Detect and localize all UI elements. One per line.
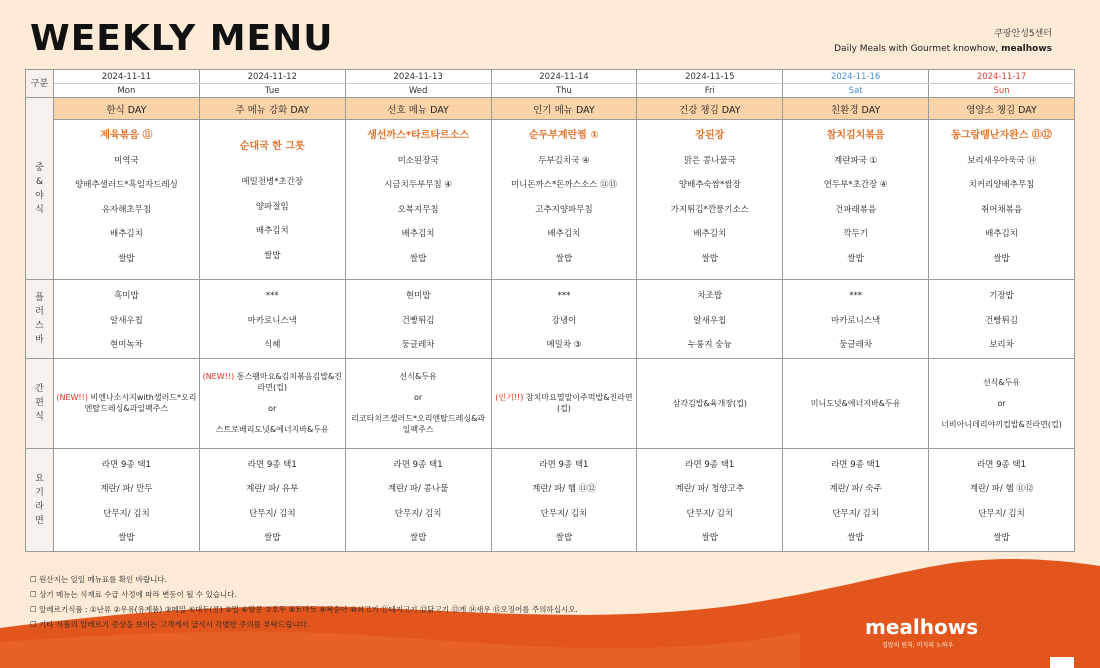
menu-item: 메밀전병*초간장 (241, 177, 304, 187)
snack-item (929, 377, 1074, 388)
theme-cell: 한식 DAY (54, 98, 200, 120)
day-cell: Thu (491, 84, 637, 98)
noodle-cell (491, 448, 637, 551)
menu-item: 마카로니스낵 (831, 315, 881, 326)
note-line: ☐ 원산지는 일일 메뉴표를 확인 바랍니다. (30, 575, 167, 584)
menu-item: 단무지/ 김치 (394, 508, 442, 519)
date-cell: 2024-11-16 (783, 70, 929, 84)
menu-item: 차조밥 (697, 291, 723, 301)
menu-item: 배추김치 (693, 229, 727, 239)
salad-cell (637, 280, 783, 359)
main-dish: 순두부계란찜 ① (528, 130, 599, 141)
menu-item: 라면 9종 택1 (539, 459, 589, 470)
menu-item: 미역국 (114, 155, 139, 166)
menu-item: 미소된장국 (397, 155, 439, 166)
menu-item: 유자해초무침 (101, 204, 152, 215)
snack-cell (199, 358, 345, 448)
snack-text: 삼각김밥&육개장(컵) (672, 398, 747, 408)
menu-item: 쌀밥 (847, 253, 864, 264)
menu-item: 계란/ 파/ 숙주 (829, 484, 882, 494)
snack-item (200, 371, 345, 393)
salad-cell (54, 280, 200, 359)
snack-or: or (268, 404, 277, 413)
menu-item: 현미밥 (405, 291, 431, 301)
lunch-cell (783, 120, 929, 280)
snack-alt: 리코타치즈샐러드*오리엔탈드레싱&과일팩주스 (351, 414, 486, 434)
date-cell: 2024-11-13 (345, 70, 491, 84)
mealhows-logo: mealhows (865, 615, 979, 639)
menu-item: 라면 9종 택1 (247, 459, 297, 470)
menu-item: 배추김치 (109, 229, 143, 239)
theme-cell: 친환경 DAY (783, 98, 929, 120)
menu-item: 둥글레차 (839, 340, 873, 350)
menu-item: 쌀밥 (847, 533, 864, 543)
date-cell: 2024-11-15 (637, 70, 783, 84)
menu-item: 배추김치 (401, 229, 435, 239)
menu-item: 쌀밥 (409, 253, 427, 264)
menu-item: 계란/ 파/ 유부 (246, 484, 299, 494)
menu-item: 쌀밥 (993, 533, 1010, 543)
menu-item: 메밀차 ③ (546, 340, 582, 350)
menu-item: 쌀밥 (993, 253, 1010, 264)
menu-item: 가지튀김*깐풍기소스 (670, 204, 749, 215)
menu-item: 계란/ 파/ 청양고추 (675, 484, 745, 494)
lunch-cell (637, 120, 783, 280)
theme-cell: 주 메뉴 강화 DAY (199, 98, 345, 120)
logo-tagline: 집밥의 원칙, 미식의 노하우 (882, 642, 954, 649)
date-cell: 2024-11-17 (929, 70, 1075, 84)
theme-cell: 건강 챙김 DAY (637, 98, 783, 120)
menu-item: 쌀밥 (118, 533, 135, 543)
subtitle: Daily Meals with Gourmet knowhow, mealhows (834, 44, 1052, 54)
lunch-cell (929, 120, 1075, 280)
page-title: WEEKLY MENU (30, 18, 334, 59)
menu-item: 단무지/ 김치 (832, 508, 879, 519)
menu-item: 라면 9종 택1 (976, 459, 1027, 470)
main-dish: 참치김치볶음 (826, 130, 885, 141)
snack-tag: (NEW!!) (202, 372, 235, 381)
lunch-cell (199, 120, 345, 280)
snack-or: or (414, 393, 423, 402)
menu-item: *** (265, 291, 279, 301)
menu-item: 라면 9종 택1 (393, 459, 443, 470)
gubun-label: 구분 (26, 70, 54, 98)
snack-text: 미니도넛&에너지바&두유 (810, 398, 901, 408)
snack-or: or (997, 398, 1006, 408)
menu-item: 단무지/ 김치 (540, 508, 588, 519)
corner-box (1050, 657, 1074, 668)
menu-item: 양배추숙쌈*쌈장 (678, 180, 741, 190)
snack-item (637, 398, 782, 409)
menu-item: 치커리양배추무침 (968, 180, 1035, 190)
date-cell: 2024-11-11 (54, 70, 200, 84)
snack-tag: (NEW!!) (56, 393, 88, 402)
snack-text: 선식&두유 (982, 377, 1021, 387)
menu-item: 취어채볶음 (981, 204, 1023, 215)
menu-item: 알새우칩 (109, 315, 143, 326)
menu-item: 계란/ 파/ 햄 ⑪⑫ (532, 484, 596, 494)
snack-label: 간 편 식 (26, 358, 54, 448)
main-dish: 강된장 (695, 130, 725, 141)
lunch-label: 중 & 야 식 (26, 98, 54, 280)
menu-item: 라면 9종 택1 (101, 459, 151, 470)
menu-item: 연두부*초간장 ④ (823, 180, 888, 190)
day-cell: Fri (637, 84, 783, 98)
date-cell: 2024-11-14 (491, 70, 637, 84)
menu-item: 식혜 (264, 340, 281, 350)
main-dish: 생선까스*타르타르소스 (367, 130, 470, 141)
menu-item: 마카로니스낵 (247, 315, 297, 326)
snack-cell (491, 358, 637, 448)
center-name: 쿠팡안성5센터 (994, 29, 1052, 39)
snack-item (783, 398, 928, 409)
menu-item: 배추김치 (547, 229, 581, 239)
salad-cell (345, 280, 491, 359)
menu-item: 계란/ 파/ 콩나물 (387, 484, 449, 494)
day-cell: Wed (345, 84, 491, 98)
noodle-cell (783, 448, 929, 551)
menu-item: 보리새우아욱국 ⑭ (967, 155, 1036, 166)
day-cell: Sat (783, 84, 929, 98)
menu-item: 단무지/ 김치 (248, 508, 296, 519)
menu-item: 고추지양파무침 (535, 204, 593, 215)
snack-cell (637, 358, 783, 448)
note-line: ☐ 상기 메뉴는 식재료 수급 사정에 따라 변동이 될 수 있습니다. (30, 590, 237, 599)
menu-item: 쌀밥 (555, 533, 573, 543)
snack-item (54, 392, 199, 414)
menu-item: 양파절임 (255, 201, 289, 212)
menu-item: 라면 9종 택1 (831, 459, 881, 470)
salad-bar-label: 플 러 스 바 (26, 280, 54, 359)
theme-cell: 선호 메뉴 DAY (345, 98, 491, 120)
noodle-cell (199, 448, 345, 551)
menu-item: 건파래볶음 (835, 204, 877, 215)
menu-item: 배추김치 (255, 226, 289, 236)
menu-item: 단무지/ 김치 (103, 508, 150, 519)
salad-cell (929, 280, 1075, 359)
snack-alt: 스트로베리도넛&에너지바&두유 (215, 425, 329, 434)
theme-cell: 영양소 챙김 DAY (929, 98, 1075, 120)
menu-item: 미니돈까스*돈까스소스 ⑪⑬ (510, 180, 617, 190)
snack-alt: 너비아니데리야끼컵밥&진라면(컵) (941, 419, 1062, 429)
lunch-cell (54, 120, 200, 280)
snack-item (346, 371, 491, 382)
day-cell: Sun (929, 84, 1075, 98)
menu-item: *** (849, 291, 863, 301)
menu-item: 쌀밥 (409, 533, 427, 543)
date-cell: 2024-11-12 (199, 70, 345, 84)
note-line: ☐ 기타 식품의 알레르기 증상을 보이는 고객께서 급식시 각별한 주의를 부탁드립니다. (30, 620, 310, 629)
menu-item: 누룽지 숭늉 (687, 340, 732, 350)
menu-item: 알새우칩 (693, 315, 727, 326)
salad-cell (491, 280, 637, 359)
main-dish: 순대국 한 그릇 (239, 141, 305, 152)
menu-item: 쌀밥 (118, 253, 135, 264)
theme-cell: 인기 메뉴 DAY (491, 98, 637, 120)
menu-item: 쌀밥 (264, 250, 281, 261)
snack-cell (929, 358, 1075, 448)
menu-item: 둥글레차 (401, 340, 435, 350)
weekly-menu-table (25, 69, 1075, 552)
snack-text: 비엔나소시지with샐러드*오리엔탈드레싱&과일팩주스 (84, 393, 197, 413)
menu-item: 강냉이 (551, 315, 577, 326)
menu-item: 건빵튀김 (985, 315, 1018, 326)
menu-item: 쌀밥 (555, 253, 573, 264)
menu-item: 계란/ 파/ 만두 (100, 484, 153, 494)
menu-item: 현미녹차 (109, 340, 143, 350)
note-line: ☐ 알레르기식품 : ①난류 ②우유(유제품) ③메밀 ④대두(콩) ⑤밀 ⑥땅콩 ⑦호두 ⑧토마토 ⑨복숭아 ⑩쇠고기 ⑪돼지고기 ⑫닭고기 ⑬게 ⑭새우 ⑮오징어를 주의하십시오. (30, 605, 578, 614)
brand-name: mealhows (1001, 44, 1052, 54)
menu-item: 흑미밥 (114, 291, 139, 301)
menu-item: 쌀밥 (264, 533, 281, 543)
lunch-cell (345, 120, 491, 280)
snack-text: 통스팸마요&김치볶음김밥&진라면(컵) (234, 372, 342, 392)
snack-cell (54, 358, 200, 448)
menu-item: 쌀밥 (701, 533, 719, 543)
menu-item: 두부김치국 ④ (538, 155, 590, 166)
noodle-label: 요 기 라 면 (26, 448, 54, 551)
menu-item: 라면 9종 택1 (685, 459, 735, 470)
day-cell: Tue (199, 84, 345, 98)
noodle-cell (929, 448, 1075, 551)
noodle-cell (54, 448, 200, 551)
salad-cell (199, 280, 345, 359)
menu-item: 맑은 콩나물국 (683, 155, 736, 166)
menu-item: 보리차 (989, 340, 1014, 350)
menu-item: *** (557, 291, 571, 301)
main-dish: 동그랑땡난자완스 ⑪⑫ (951, 130, 1052, 141)
menu-item: 양배추샐러드*흑임자드레싱 (75, 180, 178, 190)
menu-item: 단무지/ 김치 (978, 508, 1025, 519)
menu-item: 기장밥 (989, 291, 1014, 301)
snack-tag: (인기!!) (495, 393, 524, 402)
salad-cell (783, 280, 929, 359)
snack-item (492, 392, 637, 414)
day-cell: Mon (54, 84, 200, 98)
notes (30, 572, 578, 632)
menu-item: 시금치두부무침 ④ (384, 180, 453, 190)
menu-item: 배추김치 (985, 229, 1018, 239)
menu-item: 단무지/ 김치 (686, 508, 734, 519)
snack-text: 참치마요멸말이주먹밥&진라면(컵) (523, 393, 633, 413)
menu-item: 건빵튀김 (401, 315, 435, 326)
lunch-cell (491, 120, 637, 280)
snack-cell (345, 358, 491, 448)
snack-cell (783, 358, 929, 448)
noodle-cell (637, 448, 783, 551)
menu-item: 깍두기 (843, 229, 868, 239)
snack-text: 선식&두유 (399, 372, 437, 381)
menu-item: 계란/ 파/ 햄 ⑪⑫ (969, 484, 1034, 494)
menu-item: 계란파국 ① (834, 155, 878, 166)
main-dish: 제육볶음 ⑪ (100, 130, 153, 141)
noodle-cell (345, 448, 491, 551)
menu-item: 쌀밥 (701, 253, 719, 264)
menu-item: 오복지무침 (397, 204, 439, 215)
